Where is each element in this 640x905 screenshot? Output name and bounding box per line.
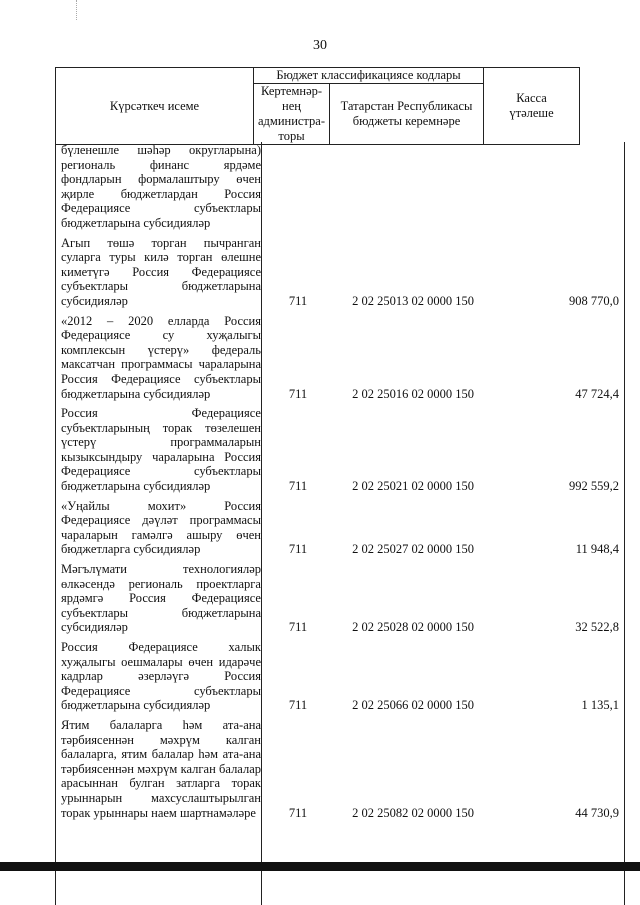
scan-artifact xyxy=(76,0,78,20)
row-name: Россия Федерациясе халык хуҗалыгы оешмалары өчен идарәче кадрлар әзерләүгә Россия Федерациясе субъектлары бюджетларына субсидияләр xyxy=(61,640,261,713)
row-code: 2 02 25016 02 0000 150 xyxy=(352,386,474,401)
page-number: 30 xyxy=(313,38,327,53)
row-name: Россия Федерациясе субъектларының торак төзелешен үстерү программаларын кызыксындыру чараларына Россия Федерациясе субъектлары бюджетларына субсидияләр xyxy=(61,406,261,494)
table-row xyxy=(55,314,625,402)
header-revenue-line: бюджеты керемнәре xyxy=(352,114,461,128)
row-name: «Уңайлы мохит» Россия Федерациясе дәүләт программасы чараларын гамәлгә ашыру өчен бюджетларга субсидияләр xyxy=(61,498,261,557)
row-name: Мәгълүмати технологияләр өлкәсендә региональ проектларга ярдәмгә Россия Федерациясе субъектлары бюджетларына субсидияләр xyxy=(61,562,261,635)
table-row xyxy=(55,236,625,309)
row-amount: 992 559,2 xyxy=(569,479,619,494)
row-code: 2 02 25028 02 0000 150 xyxy=(352,620,474,635)
row-amount: 44 730,9 xyxy=(575,805,619,820)
table-row xyxy=(55,143,625,231)
header-admin-line: торы xyxy=(278,129,305,143)
header-budget-codes: Бюджет классификациясе кодлары xyxy=(254,68,484,84)
header-administrator xyxy=(254,84,330,145)
row-name: Ятим балаларга һәм ата-ана тәрбиясеннән мәхрүм калган балаларга, ятим балалар һәм ата-ана тәрбиясеннән мәхрүм калган балалар арасыннан булган затларга торак урыннарын махсуслаштырылган торак урыннары наем шартнамәләре xyxy=(61,717,261,820)
row-admin: 711 xyxy=(288,805,308,820)
row-admin: 711 xyxy=(288,386,308,401)
header-revenue-line: Татарстан Республикасы xyxy=(340,99,473,113)
table-row xyxy=(55,499,625,557)
table-row xyxy=(55,406,625,494)
row-code: 2 02 25066 02 0000 150 xyxy=(352,698,474,713)
table-row xyxy=(55,640,625,713)
table-row xyxy=(55,718,625,820)
row-code: 2 02 25082 02 0000 150 xyxy=(352,805,474,820)
row-amount: 47 724,4 xyxy=(575,386,619,401)
table-header xyxy=(55,67,580,145)
row-name: Агып төшә торган пычранган суларга туры килә торган өлешне киметүгә Россия Федерациясе субъектлары бюджетларына субсидияләр xyxy=(61,235,261,308)
scan-bottom-edge xyxy=(0,862,640,871)
header-amount-line: Касса xyxy=(516,91,547,105)
header-admin-line: Кертемнәр- xyxy=(260,84,323,98)
row-amount: 11 948,4 xyxy=(575,542,619,557)
row-admin: 711 xyxy=(288,698,308,713)
row-code: 2 02 25027 02 0000 150 xyxy=(352,542,474,557)
row-amount: 1 135,1 xyxy=(581,698,619,713)
header-admin-line: администра- xyxy=(258,114,326,128)
row-admin: 711 xyxy=(288,620,308,635)
row-name: «2012 – 2020 елларда Россия Федерациясе су хуҗалыгы комплексын үстерү» федераль максатчан программасы чараларына Россия Федерациясе субъектлары бюджетларына субсидияләр xyxy=(61,313,261,401)
header-admin-line: нең xyxy=(282,99,301,113)
row-amount: 908 770,0 xyxy=(569,293,619,308)
table-body xyxy=(55,143,625,820)
row-name: бүленешле шәһәр округларына) региональ финанс ярдәме фондларын формалаштыру өчен җирле бюджетлардан Россия Федерациясе субъектлары бюджетларына субсидияләр xyxy=(61,143,261,230)
row-admin: 711 xyxy=(288,293,308,308)
row-admin: 711 xyxy=(288,542,308,557)
row-amount: 32 522,8 xyxy=(575,620,619,635)
header-revenue xyxy=(330,84,484,145)
header-cash-execution xyxy=(484,68,580,145)
header-amount-line: үтәлеше xyxy=(509,106,554,120)
row-code: 2 02 25021 02 0000 150 xyxy=(352,479,474,494)
header-indicator-name: Күрсәткеч исеме xyxy=(56,68,254,145)
row-admin: 711 xyxy=(288,479,308,494)
row-code: 2 02 25013 02 0000 150 xyxy=(352,293,474,308)
table-row xyxy=(55,562,625,635)
